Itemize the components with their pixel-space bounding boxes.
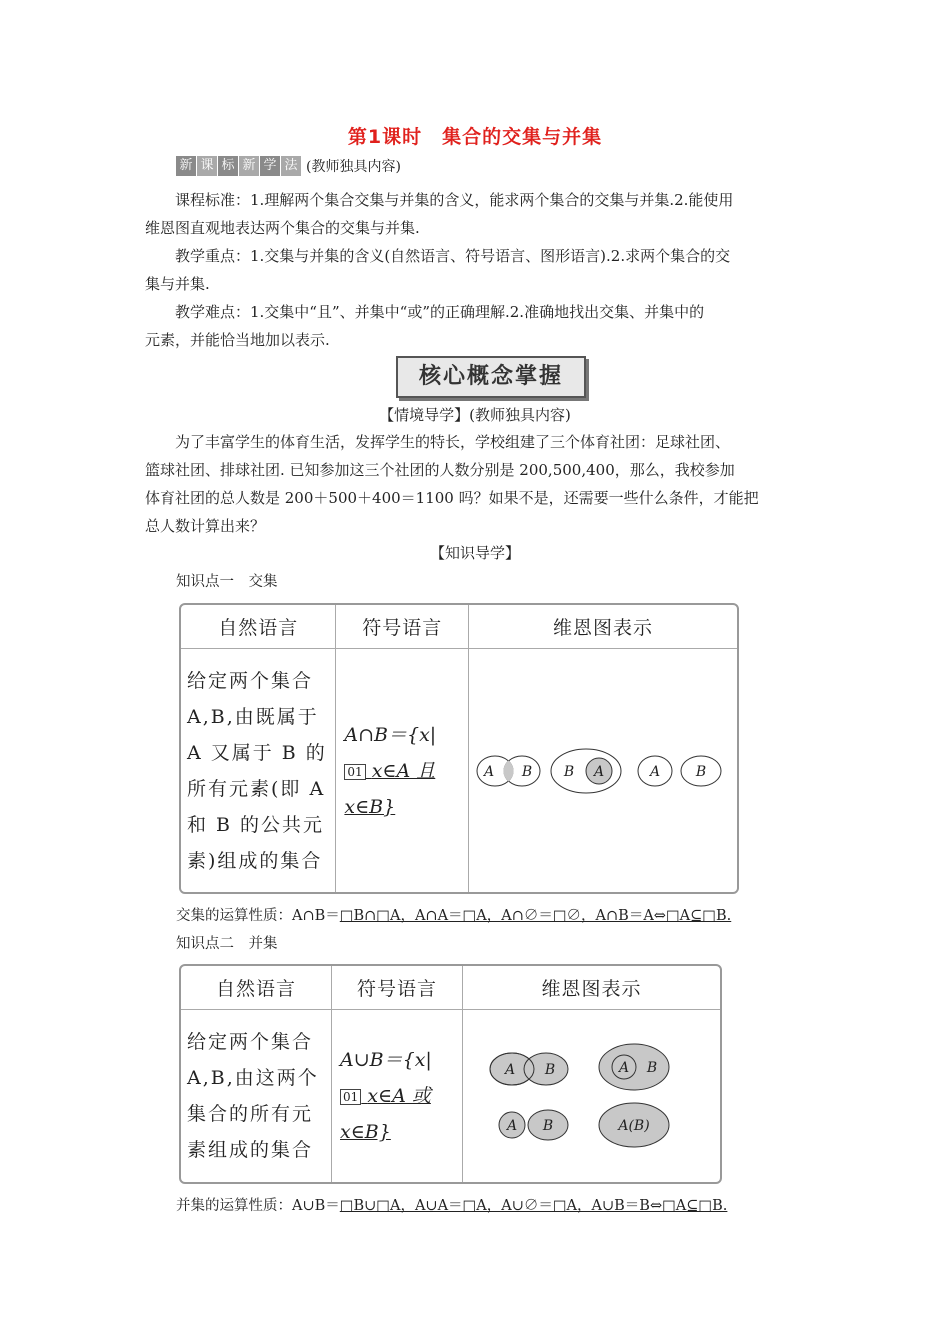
venn-label: A — [649, 763, 661, 780]
natural-line: 给定两个集合 — [187, 669, 314, 692]
kp1-heading: 知识点一 交集 — [176, 574, 278, 590]
venn-label: B — [544, 1062, 555, 1078]
header-venn: 维恩图表示 — [463, 966, 720, 1010]
union-natural — [181, 1010, 332, 1182]
intersection-symbol — [336, 649, 469, 892]
natural-line: 所有元素(即 A — [187, 777, 326, 800]
symbol-line: x∈B} — [340, 1121, 391, 1143]
natural-line: 素)组成的集合 — [187, 849, 323, 872]
symbol-line: x∈A 且 — [371, 759, 436, 782]
property-prefix: 交集的运算性质：A∩B＝ — [176, 908, 340, 924]
tag-char: 标 — [218, 156, 238, 176]
intersection-table — [179, 603, 739, 894]
venn-label: B — [521, 763, 533, 780]
key-line: 教学重点：1.交集与并集的含义(自然语言、符号语言、图形语言).2.求两个集合的交 — [175, 247, 731, 265]
venn-label: A — [618, 1060, 629, 1076]
header-symbol: 符号语言 — [336, 605, 469, 649]
venn-label: B — [563, 763, 575, 780]
symbol-line: x∈B} — [344, 795, 396, 818]
intersection-venn-diagram — [469, 731, 737, 811]
standard-line: 维恩图直观地表达两个集合的交集与并集. — [145, 219, 420, 237]
venn-label: B — [695, 763, 707, 780]
tag-char: 学 — [260, 156, 280, 176]
section-banner: 核心概念掌握 — [396, 356, 586, 398]
situation-line: 体育社团的总人数是 200＋500＋400＝1100 吗？如果不是，还需要一些什么条件，才能把 — [145, 489, 759, 507]
method-tag-line — [176, 156, 401, 176]
blank-number-box: 01 — [340, 1089, 361, 1105]
tag-note: (教师独具内容) — [306, 159, 401, 175]
property-prefix: 并集的运算性质：A∪B＝ — [176, 1198, 340, 1214]
union-table — [179, 964, 722, 1184]
difficult-line: 教学难点：1.交集中“且”、并集中“或”的正确理解.2.准确地找出交集、并集中的 — [175, 303, 705, 321]
natural-line: A,B,由既属于 — [187, 705, 319, 728]
symbol-line: x∈A 或 — [367, 1085, 431, 1107]
natural-line: 集合的所有元 — [187, 1103, 314, 1125]
venn-label: A — [593, 763, 605, 780]
natural-line: 给定两个集合 — [187, 1031, 314, 1053]
situation-paragraph — [145, 428, 805, 540]
teaching-key-points — [145, 242, 805, 298]
situation-line: 篮球社团、排球社团. 已知参加这三个社团的人数分别是 200,500,400，那么，我校参加 — [145, 461, 735, 479]
venn-intersection-shade — [503, 760, 513, 781]
intersection-venn — [469, 649, 737, 892]
header-symbol: 符号语言 — [332, 966, 463, 1010]
standard-line: 课程标准：1.理解两个集合交集与并集的含义，能求两个集合的交集与并集.2.能使用 — [175, 191, 734, 209]
header-natural: 自然语言 — [181, 605, 336, 649]
union-property — [176, 1194, 727, 1215]
situation-line: 为了丰富学生的体育生活，发挥学生的特长，学校组建了三个体育社团：足球社团、 — [175, 433, 731, 451]
venn-label: B — [542, 1118, 553, 1134]
course-standard — [145, 186, 805, 242]
blank-number-box: 01 — [344, 764, 365, 780]
tag-char: 新 — [176, 156, 196, 176]
key-line: 集与并集. — [145, 275, 210, 293]
union-venn-diagram — [472, 1031, 712, 1161]
natural-line: A 又属于 B 的 — [187, 741, 327, 764]
tag-char: 新 — [239, 156, 259, 176]
header-venn: 维恩图表示 — [469, 605, 737, 649]
property-text: □B∪□A，A∪A＝□A，A∪∅＝□A，A∪B＝B⇔□A⊆□B. — [339, 1198, 728, 1214]
situation-line: 总人数计算出来？ — [145, 517, 266, 535]
union-venn — [463, 1010, 720, 1182]
tag-char: 法 — [281, 156, 301, 176]
situation-heading: 【情境导学】(教师独具内容) — [379, 406, 571, 424]
difficult-line: 元素，并能恰当地加以表示. — [145, 331, 330, 349]
symbol-line: A∪B＝{x| — [340, 1049, 432, 1071]
intersection-property — [176, 904, 731, 925]
symbol-line: A∩B＝{x| — [344, 723, 437, 746]
teaching-difficulties — [145, 298, 805, 354]
tag-char: 课 — [197, 156, 217, 176]
natural-line: 素组成的集合 — [187, 1139, 314, 1161]
union-symbol — [332, 1010, 463, 1182]
venn-label: A — [483, 763, 495, 780]
venn-label: A — [504, 1062, 515, 1078]
venn-label: B — [646, 1060, 657, 1076]
venn-label: A — [506, 1118, 517, 1134]
header-natural: 自然语言 — [181, 966, 332, 1010]
natural-line: A,B,由这两个 — [187, 1067, 319, 1089]
page-title: 第1课时 集合的交集与并集 — [347, 126, 603, 148]
venn-label: A(B) — [617, 1118, 650, 1134]
natural-line: 和 B 的公共元 — [187, 813, 325, 836]
kp2-heading: 知识点二 并集 — [176, 936, 278, 952]
knowledge-heading: 【知识导学】 — [429, 544, 520, 562]
property-text: □B∩□A，A∩A＝□A，A∩∅＝□∅，A∩B＝A⇔□A⊆□B. — [339, 908, 732, 924]
intersection-natural — [181, 649, 336, 892]
